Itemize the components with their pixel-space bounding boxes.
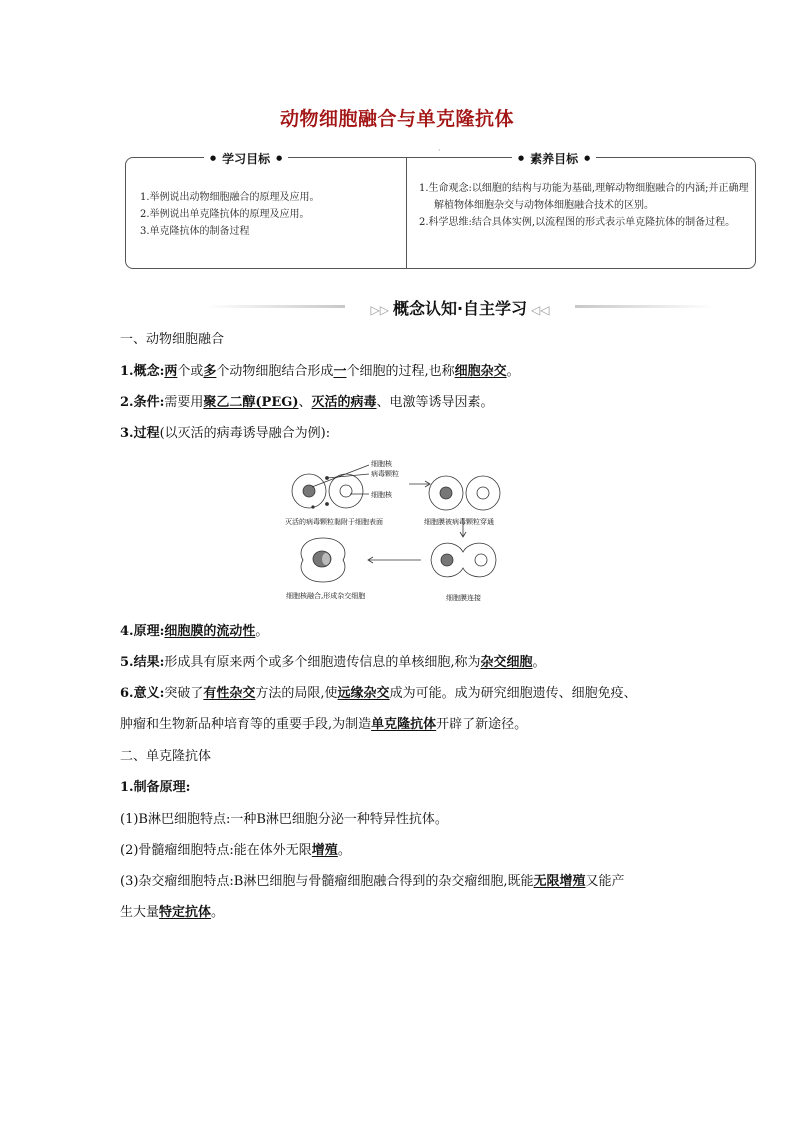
answer-blank: 增殖	[311, 843, 338, 858]
answer-blank: 无限增殖	[533, 874, 586, 889]
bullet-icon: ●	[518, 154, 525, 162]
principle-line	[120, 623, 268, 641]
list-item: 1.生命观念:以细胞的结构与功能为基础,理解动物细胞融合的内涵;并正确理解植物体细胞杂交与动物体细胞融合技术的区别。	[419, 183, 749, 211]
condition-line	[120, 394, 494, 412]
concept-label: 1.概念:	[120, 364, 165, 379]
caption-stage-2: 细胞膜被病毒颗粒穿通	[424, 518, 494, 526]
answer-blank: 单克隆抗体	[371, 717, 437, 732]
label-virus-particle: 病毒颗粒	[371, 470, 399, 478]
text: 。	[506, 364, 520, 379]
text: 个或	[177, 364, 204, 379]
text: 、电激等诱导因素。	[376, 395, 494, 410]
leader-line	[327, 474, 369, 478]
goals-divider	[406, 158, 407, 268]
learning-goals-title: 学习目标	[222, 151, 271, 166]
answer-blank: 特定抗体	[159, 905, 212, 920]
section-banner	[205, 296, 715, 316]
text: 个细胞的过程,也称	[346, 364, 455, 379]
answer-blank: 有性杂交	[203, 686, 256, 701]
double-arrow-left-icon: ◁◁	[531, 303, 550, 317]
bullet-icon: ●	[210, 154, 217, 162]
label-nucleus: 细胞核	[371, 460, 392, 468]
part1-heading: 一、动物细胞融合	[120, 332, 225, 347]
text: 又能产	[585, 874, 625, 889]
section-banner-title	[205, 296, 715, 319]
cell-outline	[466, 476, 500, 510]
text: 需要用	[164, 395, 204, 410]
cell-outline	[329, 474, 363, 508]
text: (2)骨髓瘤细胞特点:能在体外无限	[120, 843, 312, 858]
significance-line-2	[120, 716, 527, 734]
page-title: 动物细胞融合与单克隆抗体	[279, 108, 514, 130]
significance-label: 6.意义:	[120, 686, 165, 701]
answer-blank: 杂交细胞	[480, 655, 533, 670]
literacy-goals-heading	[512, 149, 596, 167]
answer-blank: 多	[203, 364, 217, 379]
answer-blank: 聚乙二醇(PEG)	[203, 395, 299, 410]
text: 开辟了新途径。	[436, 717, 528, 732]
text: (以灭活的病毒诱导融合为例):	[159, 426, 331, 441]
literacy-goals-title: 素养目标	[530, 151, 579, 166]
text: 、	[298, 395, 312, 410]
list-item: 2.科学思维:结合具体实例,以流程图的形式表示单克隆抗体的制备过程。	[419, 217, 736, 228]
text: 。	[532, 655, 546, 670]
b-cell-line: (1)B淋巴细胞特点:一种B淋巴细胞分泌一种特异性抗体。	[120, 812, 448, 827]
learning-goals-heading	[204, 149, 288, 167]
text: 形成具有原来两个或多个细胞遗传信息的单核细胞,称为	[164, 655, 481, 670]
list-item: 1.举例说出动物细胞融合的原理及应用。	[140, 192, 320, 203]
answer-blank: 细胞杂交	[454, 364, 507, 379]
cell-nucleus	[477, 487, 489, 499]
myeloma-line	[120, 842, 351, 860]
answer-blank: 远缘杂交	[337, 686, 390, 701]
bullet-icon: ●	[276, 154, 283, 162]
principle-label: 4.原理:	[120, 624, 165, 639]
answer-blank: 一	[333, 364, 347, 379]
result-label: 5.结果:	[120, 655, 165, 670]
answer-blank: 细胞膜的流动性	[164, 624, 256, 639]
virus-particle	[312, 506, 314, 508]
caption-stage-3: 细胞膜连接	[446, 594, 481, 602]
caption-stage-1: 灭活的病毒颗粒黏附于细胞表面	[285, 518, 383, 526]
cell-fusion-diagram	[283, 456, 523, 608]
text: 成为可能。成为研究细胞遗传、细胞免疫、	[389, 686, 637, 701]
process-label: 3.过程	[120, 426, 160, 441]
text: 突破了	[164, 686, 204, 701]
condition-label: 2.条件:	[120, 395, 165, 410]
process-line	[120, 425, 330, 443]
cell-nucleus	[441, 554, 453, 566]
significance-line	[120, 685, 637, 703]
cell-fusion-svg	[283, 456, 523, 608]
concept-line	[120, 363, 520, 381]
header-dot: ·	[438, 146, 441, 155]
text: 个动物细胞结合形成	[216, 364, 334, 379]
text: (3)杂交瘤细胞特点:B淋巴细胞与骨髓瘤细胞融合得到的杂交瘤细胞,既能	[120, 874, 534, 889]
part2-heading: 二、单克隆抗体	[120, 749, 212, 764]
cell-nucleus	[475, 554, 487, 566]
answer-blank: 灭活的病毒	[311, 395, 377, 410]
hybridoma-line	[120, 873, 625, 891]
text: 。	[255, 624, 269, 639]
text: 肿瘤和生物新品种培育等的重要手段,为制造	[120, 717, 372, 732]
virus-particle	[326, 503, 329, 506]
list-item: 2.举例说出单克隆抗体的原理及应用。	[140, 209, 310, 220]
list-item: 3.单克隆抗体的制备过程	[140, 226, 250, 237]
cell-nucleus	[340, 485, 352, 497]
label-nucleus-2: 细胞核	[371, 491, 392, 499]
goals-box	[125, 151, 756, 269]
hybridoma-line-2	[120, 904, 224, 922]
text: 。	[337, 843, 351, 858]
text: 方法的局限,使	[255, 686, 338, 701]
caption-stage-4: 细胞核融合,形成杂交细胞	[286, 592, 366, 600]
double-arrow-right-icon: ▷▷	[370, 303, 389, 317]
result-line	[120, 654, 546, 672]
section-banner-label: 概念认知·自主学习	[392, 299, 528, 318]
leader-line	[312, 465, 369, 487]
text: 。	[211, 905, 225, 920]
text: 生大量	[120, 905, 160, 920]
bullet-icon: ●	[584, 154, 591, 162]
answer-blank: 两	[164, 364, 178, 379]
literacy-goals-list	[419, 180, 749, 231]
fused-nucleus-highlight	[322, 553, 330, 565]
cell-nucleus	[440, 487, 452, 499]
learning-goals-list	[140, 189, 395, 240]
prep-principle-label: 1.制备原理:	[120, 780, 191, 795]
